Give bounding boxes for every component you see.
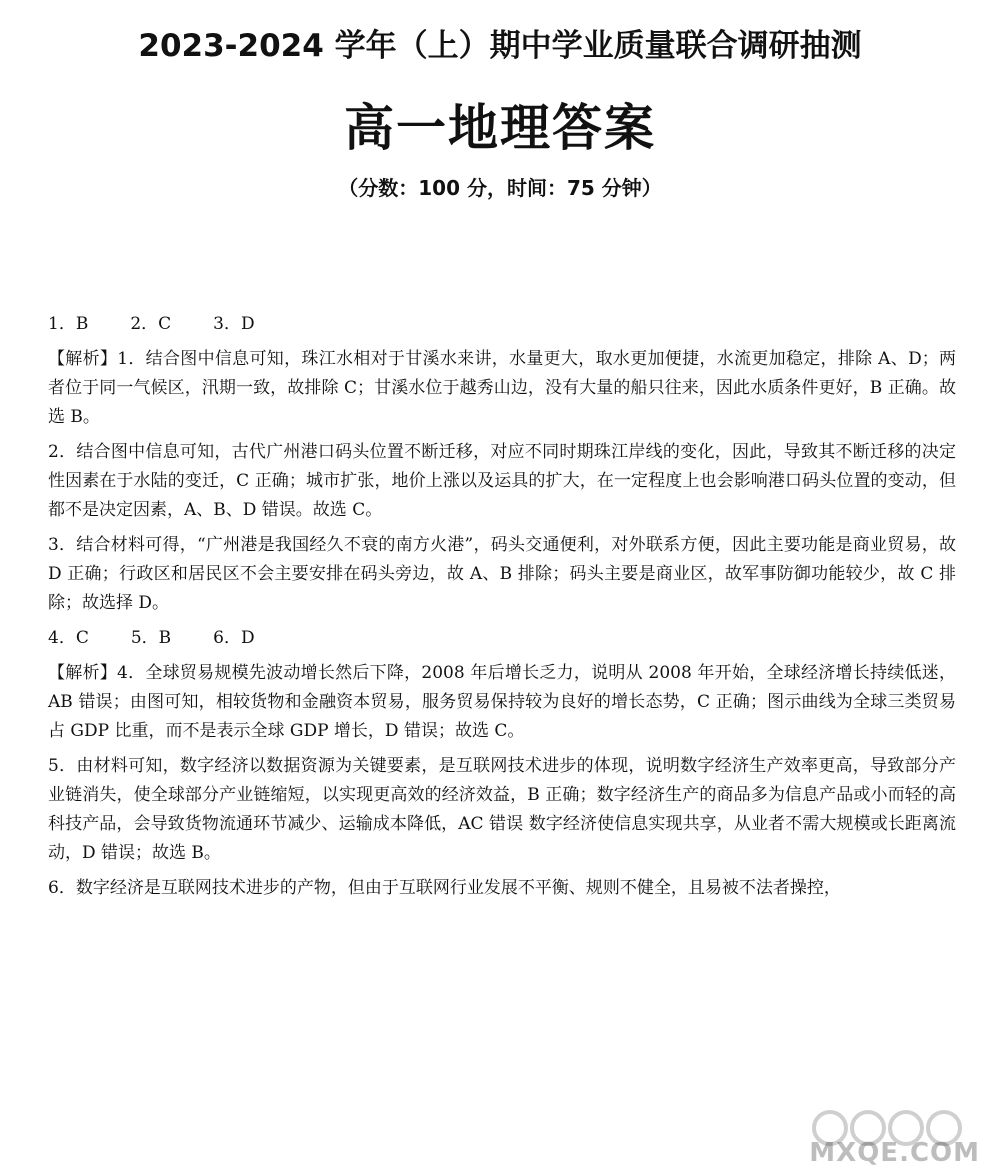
answer-body — [48, 310, 956, 909]
answer-item: 5．B — [130, 628, 172, 648]
exam-title: 2023-2024 学年（上）期中学业质量联合调研抽测 — [138, 28, 862, 64]
answer-item: 2．C — [130, 314, 172, 334]
score-time-note: （分数：100 分，时间：75 分钟） — [338, 176, 662, 200]
subject-title: 高一地理答案 — [344, 99, 656, 157]
answer-item: 6．D — [213, 628, 255, 648]
answer-item: 4．C — [48, 628, 89, 648]
analysis-q3: 3．结合材料可得，“广州港是我国经久不衰的南方火港”，码头交通便利，对外联系方便，因此主要功能是商业贸易，故 D 正确；行政区和居民区不会主要安排在码头旁边，故 A、B 排除；码头主要是商业区，故军事防御功能较少，故 C 排除；故选择 D。 — [48, 535, 956, 613]
analysis-q1: 【解析】1．结合图中信息可知，珠江水相对于甘溪水来讲，水量更大，取水更加便捷，水流更加稳定，排除 A、D；两者位于同一气候区，汛期一致，故排除 C；甘溪水位于越秀山边，没有大量的船只往来，因此水质条件更好，B 正确。故选 B。 — [48, 349, 956, 427]
analysis-q6: 6．数字经济是互联网技术进步的产物，但由于互联网行业发展不平衡、规则不健全，且易被不法者操控， — [48, 878, 841, 898]
answer-key-group-2 — [48, 624, 956, 653]
analysis-q5: 5．由材料可知，数字经济以数据资源为关键要素，是互联网技术进步的体现，说明数字经济生产效率更高，导致部分产业链消失，使全球部分产业链缩短，以实现更高效的经济效益，B 正确；数字经济生产的商品多为信息产品或小而轻的高科技产品，会导致货物流通环节减少、运输成本降低，AC 错误 数字经济使信息实现共享，从业者不需大规模或长距离流动，D 错误；故选 B。 — [48, 756, 956, 863]
answer-key-group-1 — [48, 310, 956, 339]
answer-item: 3．D — [213, 314, 255, 334]
answer-item: 1．B — [48, 314, 89, 334]
analysis-q4: 【解析】4．全球贸易规模先波动增长然后下降，2008 年后增长乏力，说明从 2008 年开始，全球经济增长持续低迷，AB 错误；由图可知，相较货物和金融资本贸易，服务贸易保持较为良好的增长态势，C 正确；图示曲线为全球三类贸易占 GDP 比重，而不是表示全球 GDP 增长，D 错误；故选 C。 — [48, 663, 956, 741]
analysis-q2: 2．结合图中信息可知，古代广州港口码头位置不断迁移，对应不同时期珠江岸线的变化，因此，导致其不断迁移的决定性因素在于水陆的变迁，C 正确；城市扩张，地价上涨以及运具的扩大，在一定程度上也会影响港口码头位置的变动，但都不是决定因素，A、B、D 错误。故选 C。 — [48, 442, 956, 520]
watermark-text: MXQE.COM — [809, 1138, 980, 1168]
